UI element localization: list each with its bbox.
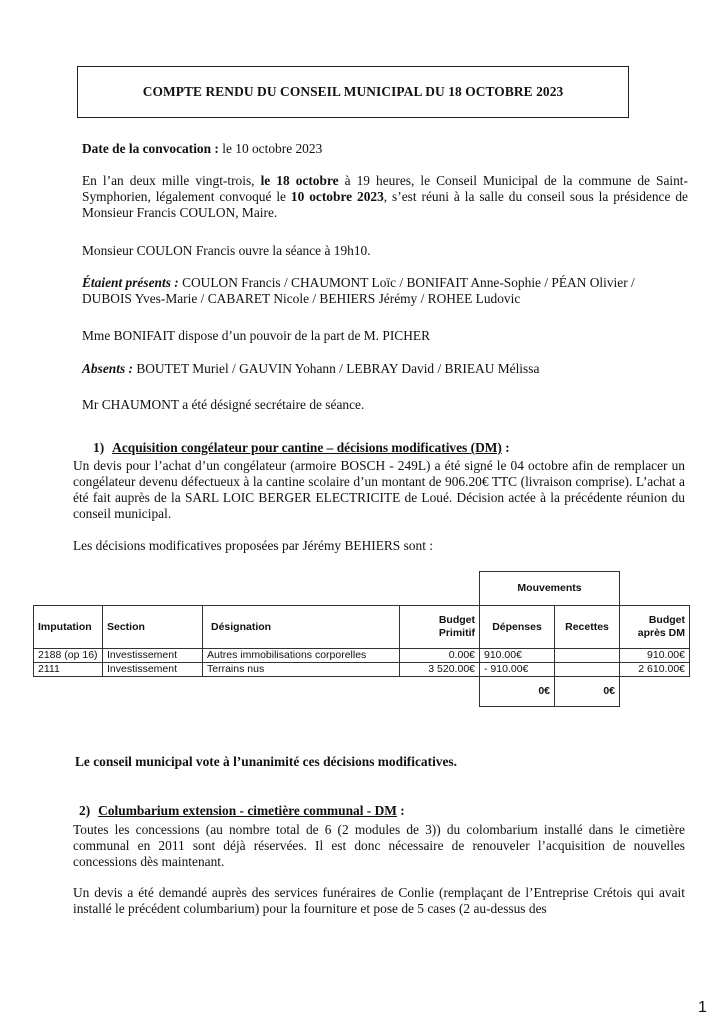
convocation-line <box>82 141 682 157</box>
cell-budget-primitif: 3 520.00€ <box>400 663 480 677</box>
table-row <box>34 649 690 663</box>
section-1-text: Un devis pour l’achat d’un congélateur (armoire BOSCH - 249L) a été signé le 04 octobre afin de remplacer un congélateur devenu défectueux à la cantine scolaire d’un montant de 906.20€ TTC (livraison comprise). L’achat a été fait auprès de la SARL LOIC BERGER ELECTRICITE de Loué. Décision actée à la précédente réunion du conseil municipal. <box>73 458 685 521</box>
table-totals-row <box>34 677 690 707</box>
document-title: COMPTE RENDU DU CONSEIL MUNICIPAL DU 18 OCTOBRE 2023 <box>142 84 564 99</box>
col-recettes: Recettes <box>555 606 620 649</box>
present-label: Étaient présents : <box>82 275 179 290</box>
section-1-heading <box>93 440 510 456</box>
cell-section: Investissement <box>103 649 203 663</box>
cell-imputation: 2188 (op 16) <box>34 649 103 663</box>
cell-imputation: 2111 <box>34 663 103 677</box>
col-section: Section <box>103 606 203 649</box>
section-1-title: Acquisition congélateur pour cantine – décisions modificatives (DM) <box>112 440 502 455</box>
absent-label: Absents : <box>82 361 133 376</box>
section-2-title: Columbarium extension - cimetière communal - DM <box>98 803 397 818</box>
section-2-heading <box>79 803 405 819</box>
convocation-label: Date de la convocation : <box>82 141 219 156</box>
intro-text-2: à 19 heures, le Conseil Municipal de la commune de Saint-Symphorien, légalement convoqué le <box>82 173 688 204</box>
cell-budget-apres-dm: 2 610.00€ <box>620 663 690 677</box>
section-1-vote: Le conseil municipal vote à l’unanimité ces décisions modificatives. <box>75 754 457 769</box>
col-budget-apres-dm: Budget après DM <box>620 606 690 649</box>
cell-section: Investissement <box>103 663 203 677</box>
present-members <box>82 275 682 307</box>
cell-budget-apres-dm: 910.00€ <box>620 649 690 663</box>
section-2-number: 2) <box>79 803 91 818</box>
col-designation: Désignation <box>203 606 400 649</box>
section-1-number: 1) <box>93 440 105 455</box>
mouvements-header: Mouvements <box>480 572 620 606</box>
section-1-colon: : <box>501 440 510 455</box>
absent-members <box>82 361 682 377</box>
convocation-date: le 10 octobre 2023 <box>222 141 323 156</box>
cell-depenses: 910.00€ <box>480 649 555 663</box>
cell-designation: Autres immobilisations corporelles <box>203 649 400 663</box>
secretary-line: Mr CHAUMONT a été désigné secrétaire de séance. <box>82 397 365 412</box>
cell-designation: Terrains nus <box>203 663 400 677</box>
intro-text-3: , s’est réuni à la salle du conseil sous la présidence de Monsieur Francis COULON, Maire. <box>82 189 688 220</box>
intro-date-bold: le 18 octobre <box>260 173 339 188</box>
cell-depenses: - 910.00€ <box>480 663 555 677</box>
section-2-colon: : <box>396 803 405 818</box>
col-depenses: Dépenses <box>480 606 555 649</box>
section-2-text-continued: Un devis a été demandé auprès des services funéraires de Conlie (remplaçant de l’Entreprise Crétois qui avait installé le précédent columbarium) pour la fourniture et pose de 5 cases (2 au-dessus des <box>73 885 685 916</box>
intro-paragraph <box>82 173 688 221</box>
proxy-line: Mme BONIFAIT dispose d’un pouvoir de la part de M. PICHER <box>82 328 430 343</box>
table-header-row <box>34 606 690 649</box>
section-1-intro-table: Les décisions modificatives proposées par Jérémy BEHIERS sont : <box>73 538 433 553</box>
col-budget-primitif: Budget Primitif <box>400 606 480 649</box>
absent-list: BOUTET Muriel / GAUVIN Yohann / LEBRAY David / BRIEAU Mélissa <box>132 361 540 376</box>
cell-budget-primitif: 0.00€ <box>400 649 480 663</box>
cell-recettes <box>555 663 620 677</box>
section-2-text: Toutes les concessions (au nombre total de 6 (2 modules de 3)) du colombarium installé dans le cimetière communal en 2011 sont déjà réservées. Il est donc nécessaire de renouveler l’acquisition de nouvelles concessions dès maintenant. <box>73 822 685 869</box>
intro-convocation-bold: 10 octobre 2023 <box>290 189 384 204</box>
budget-table <box>33 571 690 707</box>
table-row <box>34 663 690 677</box>
total-recettes: 0€ <box>555 677 620 707</box>
col-imputation: Imputation <box>34 606 103 649</box>
page-number: 1 <box>698 999 707 1016</box>
intro-text-1: En l’an deux mille vingt-trois, <box>82 173 261 188</box>
table-group-header-row <box>34 572 690 606</box>
present-list: COULON Francis / CHAUMONT Loïc / BONIFAIT Anne-Sophie / PÉAN Olivier / DUBOIS Yves-Marie / CABARET Nicole / BEHIERS Jérémy / ROHEE Ludovic <box>82 275 635 306</box>
total-depenses: 0€ <box>480 677 555 707</box>
document-title-box <box>77 66 629 118</box>
cell-recettes <box>555 649 620 663</box>
opening-line: Monsieur COULON Francis ouvre la séance à 19h10. <box>82 243 371 258</box>
